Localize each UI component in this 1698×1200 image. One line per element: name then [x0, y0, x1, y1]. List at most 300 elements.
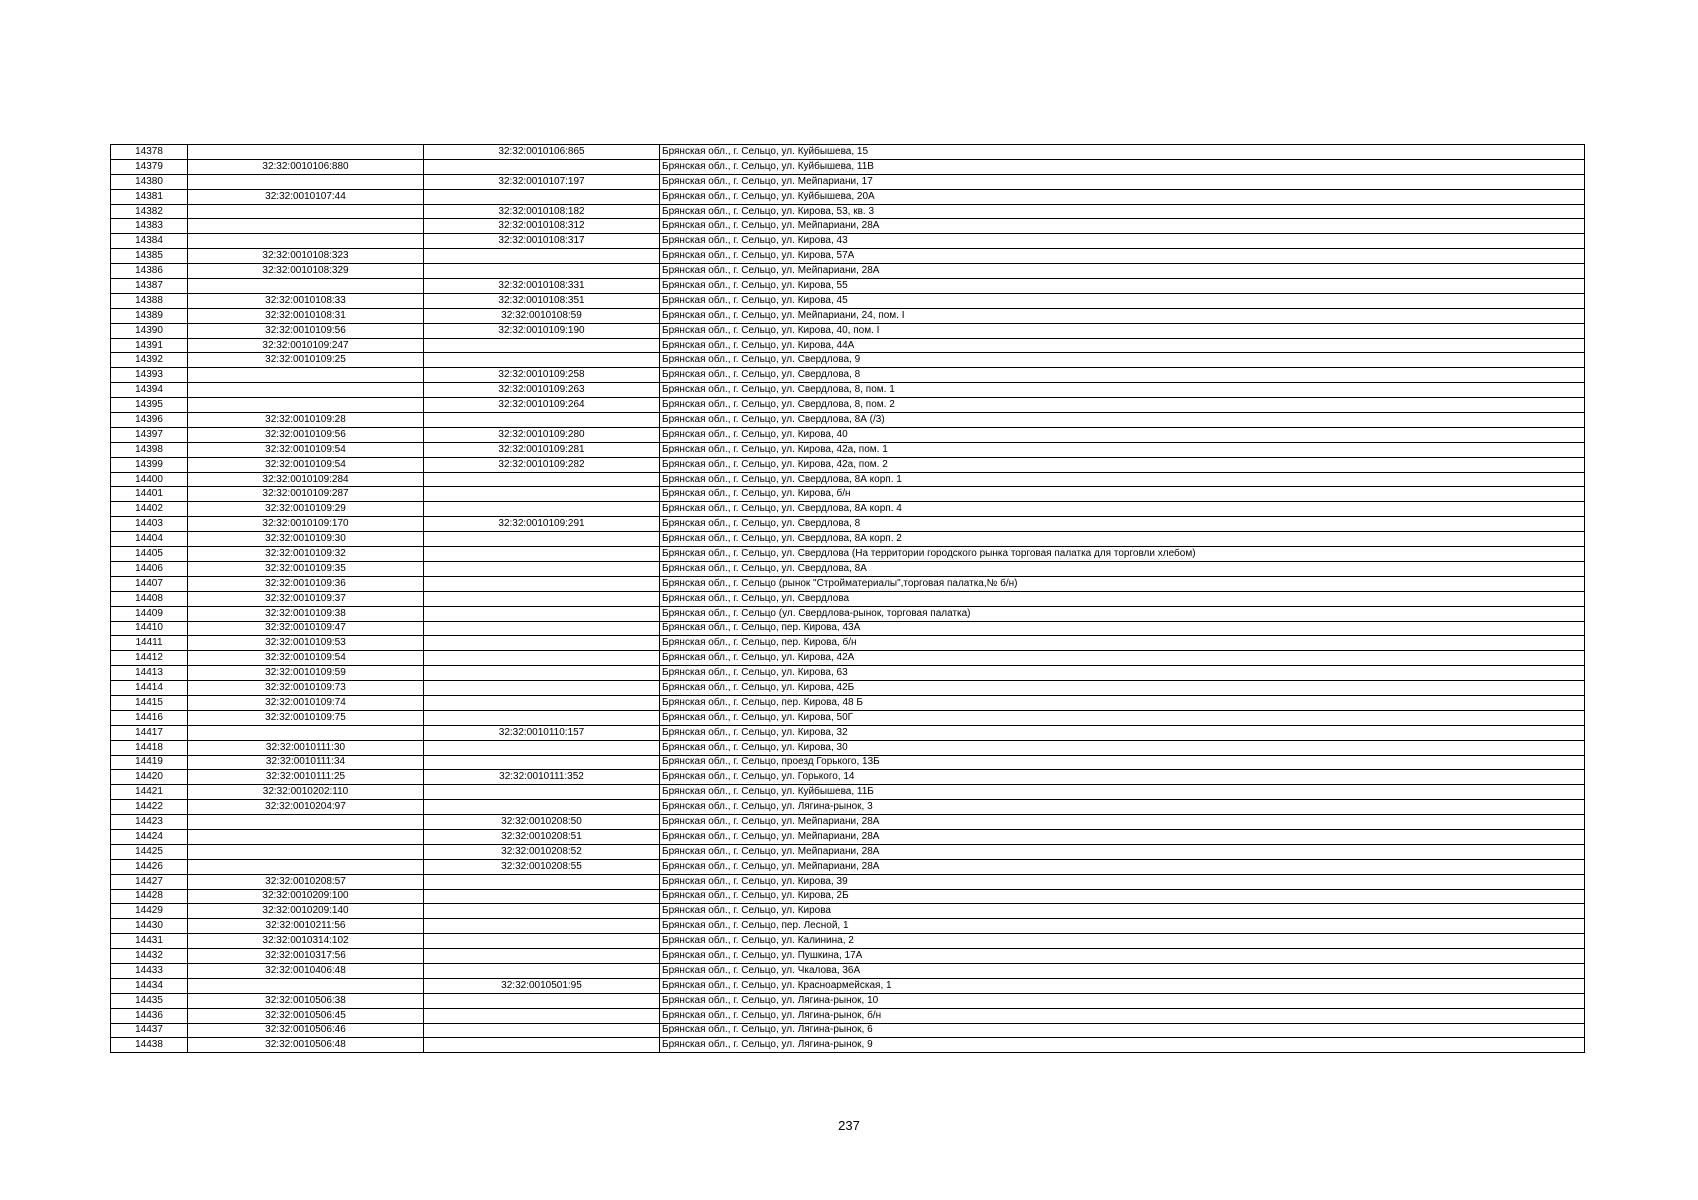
table-row [111, 442, 1585, 457]
land-cadastral-number-cell: 32:32:0010506:46 [188, 1023, 424, 1038]
table-row [111, 338, 1585, 353]
address-cell: Брянская обл., г. Сельцо, проезд Горького, 13Б [660, 755, 1585, 770]
land-cadastral-number-cell: 32:32:0010209:140 [188, 904, 424, 919]
land-cadastral-number-cell: 32:32:0010506:38 [188, 993, 424, 1008]
table-row [111, 472, 1585, 487]
building-cadastral-number-cell: 32:32:0010208:52 [424, 844, 660, 859]
land-cadastral-number-cell: 32:32:0010109:32 [188, 547, 424, 562]
building-cadastral-number-cell: 32:32:0010109:280 [424, 427, 660, 442]
table-row [111, 829, 1585, 844]
address-cell: Брянская обл., г. Сельцо, ул. Свердлова, 9 [660, 353, 1585, 368]
building-cadastral-number-cell [424, 695, 660, 710]
building-cadastral-number-cell [424, 561, 660, 576]
land-cadastral-number-cell: 32:32:0010109:56 [188, 323, 424, 338]
building-cadastral-number-cell: 32:32:0010108:331 [424, 279, 660, 294]
building-cadastral-number-cell [424, 264, 660, 279]
row-number-cell: 14428 [111, 889, 188, 904]
address-cell: Брянская обл., г. Сельцо, ул. Куйбышева, 11Б [660, 785, 1585, 800]
row-number-cell: 14405 [111, 547, 188, 562]
row-number-cell: 14397 [111, 427, 188, 442]
building-cadastral-number-cell [424, 993, 660, 1008]
land-cadastral-number-cell: 32:32:0010109:170 [188, 517, 424, 532]
building-cadastral-number-cell: 32:32:0010109:281 [424, 442, 660, 457]
table-row [111, 681, 1585, 696]
land-cadastral-number-cell [188, 978, 424, 993]
table-row [111, 934, 1585, 949]
land-cadastral-number-cell: 32:32:0010506:45 [188, 1008, 424, 1023]
address-cell: Брянская обл., г. Сельцо, ул. Кирова, 40 [660, 427, 1585, 442]
address-cell: Брянская обл., г. Сельцо, ул. Мейпариани, 28А [660, 829, 1585, 844]
land-cadastral-number-cell [188, 725, 424, 740]
row-number-cell: 14420 [111, 770, 188, 785]
row-number-cell: 14395 [111, 398, 188, 413]
building-cadastral-number-cell [424, 249, 660, 264]
building-cadastral-number-cell [424, 353, 660, 368]
address-cell: Брянская обл., г. Сельцо, ул. Кирова, 42Б [660, 681, 1585, 696]
table-row [111, 219, 1585, 234]
table-row [111, 770, 1585, 785]
address-cell: Брянская обл., г. Сельцо, ул. Свердлова, 8, пом. 2 [660, 398, 1585, 413]
table-row [111, 695, 1585, 710]
table-row [111, 1023, 1585, 1038]
land-cadastral-number-cell: 32:32:0010109:29 [188, 502, 424, 517]
row-number-cell: 14415 [111, 695, 188, 710]
row-number-cell: 14418 [111, 740, 188, 755]
building-cadastral-number-cell [424, 755, 660, 770]
table-row [111, 993, 1585, 1008]
land-cadastral-number-cell: 32:32:0010109:30 [188, 532, 424, 547]
table-row [111, 755, 1585, 770]
building-cadastral-number-cell [424, 338, 660, 353]
table-row [111, 532, 1585, 547]
address-cell: Брянская обл., г. Сельцо (ул. Свердлова-рынок, торговая палатка) [660, 606, 1585, 621]
address-cell: Брянская обл., г. Сельцо, ул. Свердлова [660, 591, 1585, 606]
row-number-cell: 14413 [111, 666, 188, 681]
building-cadastral-number-cell [424, 159, 660, 174]
registry-table [110, 144, 1585, 1053]
land-cadastral-number-cell [188, 859, 424, 874]
row-number-cell: 14393 [111, 368, 188, 383]
row-number-cell: 14437 [111, 1023, 188, 1038]
row-number-cell: 14434 [111, 978, 188, 993]
address-cell: Брянская обл., г. Сельцо, ул. Мейпариани, 17 [660, 174, 1585, 189]
address-cell: Брянская обл., г. Сельцо, ул. Кирова, 39 [660, 874, 1585, 889]
land-cadastral-number-cell: 32:32:0010109:54 [188, 442, 424, 457]
building-cadastral-number-cell [424, 472, 660, 487]
address-cell: Брянская обл., г. Сельцо, ул. Лягина-рынок, 9 [660, 1038, 1585, 1053]
land-cadastral-number-cell [188, 844, 424, 859]
row-number-cell: 14419 [111, 755, 188, 770]
address-cell: Брянская обл., г. Сельцо, ул. Лягина-рынок, б/н [660, 1008, 1585, 1023]
address-cell: Брянская обл., г. Сельцо, ул. Красноармейская, 1 [660, 978, 1585, 993]
row-number-cell: 14390 [111, 323, 188, 338]
land-cadastral-number-cell: 32:32:0010109:47 [188, 621, 424, 636]
address-cell: Брянская обл., г. Сельцо, ул. Кирова, 45 [660, 293, 1585, 308]
table-row [111, 740, 1585, 755]
row-number-cell: 14401 [111, 487, 188, 502]
building-cadastral-number-cell: 32:32:0010109:282 [424, 457, 660, 472]
land-cadastral-number-cell [188, 219, 424, 234]
row-number-cell: 14422 [111, 800, 188, 815]
land-cadastral-number-cell: 32:32:0010106:880 [188, 159, 424, 174]
address-cell: Брянская обл., г. Сельцо, пер. Кирова, 43А [660, 621, 1585, 636]
table-row [111, 189, 1585, 204]
building-cadastral-number-cell [424, 576, 660, 591]
row-number-cell: 14423 [111, 815, 188, 830]
row-number-cell: 14379 [111, 159, 188, 174]
address-cell: Брянская обл., г. Сельцо, ул. Лягина-рынок, 10 [660, 993, 1585, 1008]
table-row [111, 889, 1585, 904]
address-cell: Брянская обл., г. Сельцо, ул. Кирова, 63 [660, 666, 1585, 681]
row-number-cell: 14425 [111, 844, 188, 859]
table-row [111, 368, 1585, 383]
row-number-cell: 14381 [111, 189, 188, 204]
building-cadastral-number-cell [424, 904, 660, 919]
table-row [111, 174, 1585, 189]
building-cadastral-number-cell: 32:32:0010108:317 [424, 234, 660, 249]
row-number-cell: 14394 [111, 383, 188, 398]
building-cadastral-number-cell [424, 889, 660, 904]
building-cadastral-number-cell: 32:32:0010110:157 [424, 725, 660, 740]
row-number-cell: 14414 [111, 681, 188, 696]
row-number-cell: 14410 [111, 621, 188, 636]
address-cell: Брянская обл., г. Сельцо, ул. Мейпариани, 28А [660, 815, 1585, 830]
table-row [111, 249, 1585, 264]
building-cadastral-number-cell: 32:32:0010109:258 [424, 368, 660, 383]
building-cadastral-number-cell [424, 710, 660, 725]
building-cadastral-number-cell: 32:32:0010208:51 [424, 829, 660, 844]
land-cadastral-number-cell: 32:32:0010109:247 [188, 338, 424, 353]
table-row [111, 323, 1585, 338]
land-cadastral-number-cell: 32:32:0010108:33 [188, 293, 424, 308]
address-cell: Брянская обл., г. Сельцо, ул. Свердлова (На территории городского рынка торговая палатка для торговли хлебом) [660, 547, 1585, 562]
table-row [111, 487, 1585, 502]
address-cell: Брянская обл., г. Сельцо, ул. Кирова, б/н [660, 487, 1585, 502]
address-cell: Брянская обл., г. Сельцо, ул. Кирова, 30 [660, 740, 1585, 755]
land-cadastral-number-cell: 32:32:0010109:36 [188, 576, 424, 591]
table-row [111, 398, 1585, 413]
table-row [111, 517, 1585, 532]
table-row [111, 413, 1585, 428]
address-cell: Брянская обл., г. Сельцо, ул. Калинина, 2 [660, 934, 1585, 949]
address-cell: Брянская обл., г. Сельцо, ул. Кирова, 43 [660, 234, 1585, 249]
building-cadastral-number-cell [424, 800, 660, 815]
table-row [111, 547, 1585, 562]
building-cadastral-number-cell [424, 740, 660, 755]
row-number-cell: 14387 [111, 279, 188, 294]
land-cadastral-number-cell: 32:32:0010107:44 [188, 189, 424, 204]
land-cadastral-number-cell: 32:32:0010111:30 [188, 740, 424, 755]
land-cadastral-number-cell: 32:32:0010109:73 [188, 681, 424, 696]
land-cadastral-number-cell: 32:32:0010109:25 [188, 353, 424, 368]
land-cadastral-number-cell: 32:32:0010108:323 [188, 249, 424, 264]
table-row [111, 859, 1585, 874]
address-cell: Брянская обл., г. Сельцо (рынок "Стройматериалы",торговая палатка,№ б/н) [660, 576, 1585, 591]
land-cadastral-number-cell: 32:32:0010406:48 [188, 963, 424, 978]
address-cell: Брянская обл., г. Сельцо, ул. Свердлова, 8А (/3) [660, 413, 1585, 428]
land-cadastral-number-cell [188, 204, 424, 219]
table-row [111, 234, 1585, 249]
land-cadastral-number-cell: 32:32:0010111:34 [188, 755, 424, 770]
land-cadastral-number-cell [188, 398, 424, 413]
table-row [111, 621, 1585, 636]
building-cadastral-number-cell [424, 651, 660, 666]
address-cell: Брянская обл., г. Сельцо, ул. Горького, 14 [660, 770, 1585, 785]
address-cell: Брянская обл., г. Сельцо, ул. Кирова, 57А [660, 249, 1585, 264]
land-cadastral-number-cell: 32:32:0010109:38 [188, 606, 424, 621]
address-cell: Брянская обл., г. Сельцо, ул. Кирова [660, 904, 1585, 919]
address-cell: Брянская обл., г. Сельцо, пер. Кирова, б/н [660, 636, 1585, 651]
land-cadastral-number-cell: 32:32:0010109:284 [188, 472, 424, 487]
land-cadastral-number-cell: 32:32:0010506:48 [188, 1038, 424, 1053]
building-cadastral-number-cell [424, 949, 660, 964]
row-number-cell: 14429 [111, 904, 188, 919]
table-row [111, 264, 1585, 279]
building-cadastral-number-cell: 32:32:0010108:59 [424, 308, 660, 323]
table-row [111, 844, 1585, 859]
land-cadastral-number-cell: 32:32:0010317:56 [188, 949, 424, 964]
building-cadastral-number-cell [424, 919, 660, 934]
address-cell: Брянская обл., г. Сельцо, ул. Свердлова, 8А [660, 561, 1585, 576]
row-number-cell: 14388 [111, 293, 188, 308]
building-cadastral-number-cell [424, 606, 660, 621]
table-row [111, 591, 1585, 606]
address-cell: Брянская обл., г. Сельцо, ул. Кирова, 50Г [660, 710, 1585, 725]
row-number-cell: 14426 [111, 859, 188, 874]
table-row [111, 427, 1585, 442]
building-cadastral-number-cell [424, 502, 660, 517]
address-cell: Брянская обл., г. Сельцо, ул. Свердлова, 8, пом. 1 [660, 383, 1585, 398]
address-cell: Брянская обл., г. Сельцо, ул. Свердлова, 8 [660, 368, 1585, 383]
row-number-cell: 14396 [111, 413, 188, 428]
row-number-cell: 14380 [111, 174, 188, 189]
row-number-cell: 14412 [111, 651, 188, 666]
row-number-cell: 14411 [111, 636, 188, 651]
land-cadastral-number-cell [188, 279, 424, 294]
building-cadastral-number-cell [424, 547, 660, 562]
registry-table-body [111, 145, 1585, 1053]
row-number-cell: 14408 [111, 591, 188, 606]
table-row [111, 561, 1585, 576]
row-number-cell: 14399 [111, 457, 188, 472]
row-number-cell: 14404 [111, 532, 188, 547]
land-cadastral-number-cell [188, 815, 424, 830]
address-cell: Брянская обл., г. Сельцо, ул. Кирова, 53, кв. 3 [660, 204, 1585, 219]
address-cell: Брянская обл., г. Сельцо, ул. Кирова, 40, пом. I [660, 323, 1585, 338]
row-number-cell: 14431 [111, 934, 188, 949]
land-cadastral-number-cell: 32:32:0010314:102 [188, 934, 424, 949]
address-cell: Брянская обл., г. Сельцо, ул. Куйбышева, 15 [660, 145, 1585, 160]
row-number-cell: 14424 [111, 829, 188, 844]
land-cadastral-number-cell [188, 368, 424, 383]
table-row [111, 725, 1585, 740]
address-cell: Брянская обл., г. Сельцо, ул. Пушкина, 17А [660, 949, 1585, 964]
building-cadastral-number-cell: 32:32:0010501:95 [424, 978, 660, 993]
table-row [111, 606, 1585, 621]
table-row [111, 919, 1585, 934]
land-cadastral-number-cell: 32:32:0010109:54 [188, 457, 424, 472]
address-cell: Брянская обл., г. Сельцо, ул. Кирова, 55 [660, 279, 1585, 294]
address-cell: Брянская обл., г. Сельцо, пер. Кирова, 48 Б [660, 695, 1585, 710]
land-cadastral-number-cell: 32:32:0010108:329 [188, 264, 424, 279]
address-cell: Брянская обл., г. Сельцо, ул. Мейпариани, 24, пом. I [660, 308, 1585, 323]
page-number: 237 [838, 1118, 860, 1133]
land-cadastral-number-cell: 32:32:0010109:37 [188, 591, 424, 606]
address-cell: Брянская обл., г. Сельцо, ул. Свердлова, 8А корп. 2 [660, 532, 1585, 547]
table-row [111, 279, 1585, 294]
building-cadastral-number-cell: 32:32:0010109:291 [424, 517, 660, 532]
building-cadastral-number-cell [424, 591, 660, 606]
land-cadastral-number-cell: 32:32:0010109:35 [188, 561, 424, 576]
address-cell: Брянская обл., г. Сельцо, ул. Лягина-рынок, 3 [660, 800, 1585, 815]
land-cadastral-number-cell [188, 829, 424, 844]
row-number-cell: 14389 [111, 308, 188, 323]
row-number-cell: 14421 [111, 785, 188, 800]
land-cadastral-number-cell: 32:32:0010208:57 [188, 874, 424, 889]
table-row [111, 1008, 1585, 1023]
table-row [111, 978, 1585, 993]
land-cadastral-number-cell: 32:32:0010211:56 [188, 919, 424, 934]
table-row [111, 651, 1585, 666]
building-cadastral-number-cell: 32:32:0010106:865 [424, 145, 660, 160]
row-number-cell: 14385 [111, 249, 188, 264]
row-number-cell: 14436 [111, 1008, 188, 1023]
building-cadastral-number-cell [424, 666, 660, 681]
table-row [111, 576, 1585, 591]
building-cadastral-number-cell: 32:32:0010108:351 [424, 293, 660, 308]
building-cadastral-number-cell: 32:32:0010108:182 [424, 204, 660, 219]
row-number-cell: 14416 [111, 710, 188, 725]
building-cadastral-number-cell [424, 934, 660, 949]
row-number-cell: 14406 [111, 561, 188, 576]
table-row [111, 800, 1585, 815]
row-number-cell: 14433 [111, 963, 188, 978]
building-cadastral-number-cell [424, 487, 660, 502]
address-cell: Брянская обл., г. Сельцо, ул. Кирова, 42а, пом. 2 [660, 457, 1585, 472]
address-cell: Брянская обл., г. Сельцо, ул. Кирова, 42а, пом. 1 [660, 442, 1585, 457]
table-row [111, 963, 1585, 978]
row-number-cell: 14438 [111, 1038, 188, 1053]
row-number-cell: 14398 [111, 442, 188, 457]
address-cell: Брянская обл., г. Сельцо, ул. Чкалова, 36А [660, 963, 1585, 978]
address-cell: Брянская обл., г. Сельцо, ул. Куйбышева, 20А [660, 189, 1585, 204]
building-cadastral-number-cell [424, 1038, 660, 1053]
row-number-cell: 14382 [111, 204, 188, 219]
building-cadastral-number-cell [424, 413, 660, 428]
land-cadastral-number-cell: 32:32:0010109:28 [188, 413, 424, 428]
building-cadastral-number-cell: 32:32:0010208:55 [424, 859, 660, 874]
table-row [111, 904, 1585, 919]
building-cadastral-number-cell [424, 189, 660, 204]
address-cell: Брянская обл., г. Сельцо, ул. Мейпариани, 28А [660, 844, 1585, 859]
building-cadastral-number-cell [424, 681, 660, 696]
table-row [111, 949, 1585, 964]
building-cadastral-number-cell [424, 636, 660, 651]
row-number-cell: 14402 [111, 502, 188, 517]
table-row [111, 874, 1585, 889]
row-number-cell: 14417 [111, 725, 188, 740]
building-cadastral-number-cell [424, 963, 660, 978]
building-cadastral-number-cell [424, 621, 660, 636]
table-row [111, 710, 1585, 725]
address-cell: Брянская обл., г. Сельцо, ул. Кирова, 32 [660, 725, 1585, 740]
building-cadastral-number-cell [424, 532, 660, 547]
building-cadastral-number-cell: 32:32:0010109:263 [424, 383, 660, 398]
building-cadastral-number-cell [424, 874, 660, 889]
land-cadastral-number-cell: 32:32:0010202:110 [188, 785, 424, 800]
row-number-cell: 14383 [111, 219, 188, 234]
row-number-cell: 14407 [111, 576, 188, 591]
land-cadastral-number-cell: 32:32:0010111:25 [188, 770, 424, 785]
row-number-cell: 14403 [111, 517, 188, 532]
table-row [111, 636, 1585, 651]
land-cadastral-number-cell: 32:32:0010109:287 [188, 487, 424, 502]
row-number-cell: 14386 [111, 264, 188, 279]
building-cadastral-number-cell [424, 785, 660, 800]
table-row [111, 457, 1585, 472]
table-row [111, 785, 1585, 800]
land-cadastral-number-cell: 32:32:0010204:97 [188, 800, 424, 815]
building-cadastral-number-cell: 32:32:0010208:50 [424, 815, 660, 830]
row-number-cell: 14378 [111, 145, 188, 160]
table-row [111, 502, 1585, 517]
address-cell: Брянская обл., г. Сельцо, ул. Лягина-рынок, 6 [660, 1023, 1585, 1038]
table-row [111, 145, 1585, 160]
row-number-cell: 14430 [111, 919, 188, 934]
table-row [111, 308, 1585, 323]
land-cadastral-number-cell [188, 234, 424, 249]
table-row [111, 353, 1585, 368]
building-cadastral-number-cell: 32:32:0010108:312 [424, 219, 660, 234]
land-cadastral-number-cell: 32:32:0010108:31 [188, 308, 424, 323]
address-cell: Брянская обл., г. Сельцо, ул. Свердлова, 8 [660, 517, 1585, 532]
building-cadastral-number-cell: 32:32:0010107:197 [424, 174, 660, 189]
address-cell: Брянская обл., г. Сельцо, ул. Свердлова, 8А корп. 1 [660, 472, 1585, 487]
table-row [111, 666, 1585, 681]
land-cadastral-number-cell: 32:32:0010109:74 [188, 695, 424, 710]
land-cadastral-number-cell [188, 383, 424, 398]
land-cadastral-number-cell: 32:32:0010109:56 [188, 427, 424, 442]
land-cadastral-number-cell: 32:32:0010209:100 [188, 889, 424, 904]
table-row [111, 815, 1585, 830]
table-row [111, 1038, 1585, 1053]
table-row [111, 204, 1585, 219]
land-cadastral-number-cell [188, 174, 424, 189]
building-cadastral-number-cell [424, 1008, 660, 1023]
address-cell: Брянская обл., г. Сельцо, ул. Кирова, 2Б [660, 889, 1585, 904]
table-row [111, 293, 1585, 308]
land-cadastral-number-cell: 32:32:0010109:75 [188, 710, 424, 725]
address-cell: Брянская обл., г. Сельцо, ул. Кирова, 44А [660, 338, 1585, 353]
address-cell: Брянская обл., г. Сельцо, пер. Лесной, 1 [660, 919, 1585, 934]
land-cadastral-number-cell: 32:32:0010109:54 [188, 651, 424, 666]
row-number-cell: 14409 [111, 606, 188, 621]
building-cadastral-number-cell: 32:32:0010109:190 [424, 323, 660, 338]
land-cadastral-number-cell: 32:32:0010109:59 [188, 666, 424, 681]
row-number-cell: 14391 [111, 338, 188, 353]
land-cadastral-number-cell [188, 145, 424, 160]
row-number-cell: 14392 [111, 353, 188, 368]
address-cell: Брянская обл., г. Сельцо, ул. Мейпариани, 28А [660, 219, 1585, 234]
address-cell: Брянская обл., г. Сельцо, ул. Мейпариани, 28А [660, 264, 1585, 279]
building-cadastral-number-cell: 32:32:0010109:264 [424, 398, 660, 413]
table-row [111, 159, 1585, 174]
address-cell: Брянская обл., г. Сельцо, ул. Мейпариани, 28А [660, 859, 1585, 874]
building-cadastral-number-cell: 32:32:0010111:352 [424, 770, 660, 785]
land-cadastral-number-cell: 32:32:0010109:53 [188, 636, 424, 651]
address-cell: Брянская обл., г. Сельцо, ул. Свердлова, 8А корп. 4 [660, 502, 1585, 517]
row-number-cell: 14427 [111, 874, 188, 889]
